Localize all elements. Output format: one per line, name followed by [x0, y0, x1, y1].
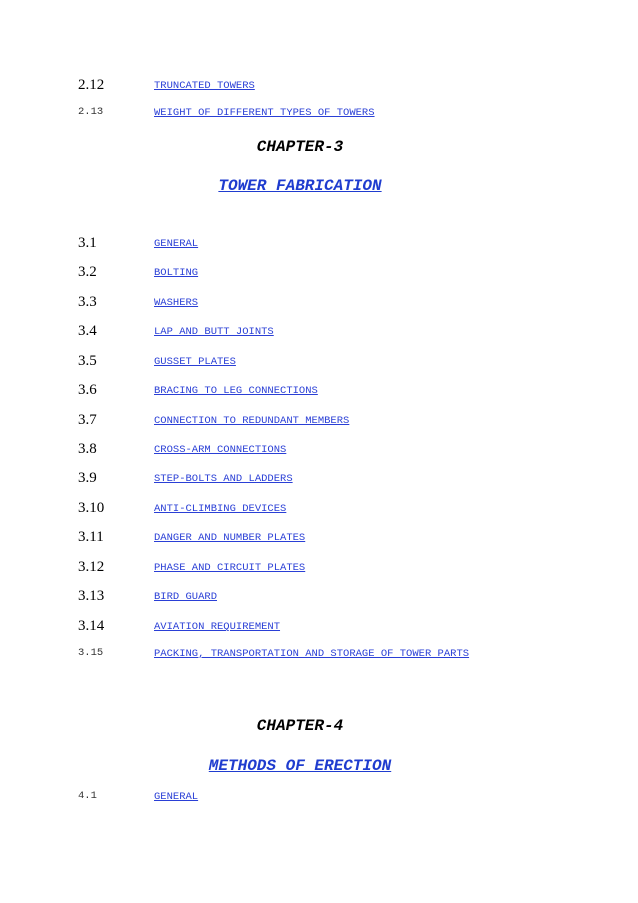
toc-link[interactable]: WEIGHT OF DIFFERENT TYPES OF TOWERS [154, 107, 375, 119]
toc-link[interactable]: PHASE AND CIRCUIT PLATES [154, 562, 306, 574]
section-number: 3.1 [78, 235, 97, 251]
chapter-label: CHAPTER-3 [256, 138, 344, 156]
toc-link[interactable]: ANTI-CLIMBING DEVICES [154, 503, 287, 515]
toc-link[interactable]: GENERAL [154, 791, 199, 803]
section-number: 3.4 [78, 323, 97, 339]
toc-link[interactable]: LAP AND BUTT JOINTS [154, 326, 274, 338]
toc-link[interactable]: CONNECTION TO REDUNDANT MEMBERS [154, 415, 350, 427]
section-number: 3.3 [78, 294, 97, 310]
toc-row [0, 353, 638, 373]
chapter-label: CHAPTER-4 [256, 717, 344, 735]
toc-row [0, 104, 638, 124]
section-number: 3.7 [78, 412, 97, 428]
section-number: 3.14 [78, 618, 105, 634]
toc-row [0, 235, 638, 255]
toc-row [0, 559, 638, 579]
toc-link[interactable]: TRUNCATED TOWERS [154, 80, 255, 92]
toc-row [0, 382, 638, 402]
toc-row [0, 323, 638, 343]
toc-link[interactable]: WASHERS [154, 297, 199, 309]
section-number: 3.11 [78, 529, 104, 545]
toc-row [0, 77, 638, 97]
toc-row [0, 529, 638, 549]
toc-row [0, 618, 638, 638]
section-number: 3.9 [78, 470, 97, 486]
toc-row [0, 294, 638, 314]
section-number: 3.8 [78, 441, 97, 457]
toc-row [0, 500, 638, 520]
section-number: 3.12 [78, 559, 105, 575]
toc-link[interactable]: BRACING TO LEG CONNECTIONS [154, 385, 318, 397]
toc-row [0, 588, 638, 608]
chapter-title-link[interactable]: TOWER FABRICATION [218, 177, 382, 195]
toc-link[interactable]: CROSS-ARM CONNECTIONS [154, 444, 287, 456]
section-number: 2.13 [78, 106, 104, 118]
section-number: 2.12 [78, 77, 105, 93]
section-number: 3.10 [78, 500, 105, 516]
section-number: 3.13 [78, 588, 105, 604]
toc-row [0, 441, 638, 461]
toc-link[interactable]: GENERAL [154, 238, 199, 250]
section-number: 4.1 [78, 790, 97, 802]
toc-link[interactable]: DANGER AND NUMBER PLATES [154, 532, 306, 544]
toc-link[interactable]: AVIATION REQUIREMENT [154, 621, 281, 633]
toc-link[interactable]: GUSSET PLATES [154, 356, 236, 368]
toc-row [0, 470, 638, 490]
toc-row [0, 788, 638, 808]
toc-row [0, 412, 638, 432]
toc-row [0, 645, 638, 665]
section-number: 3.5 [78, 353, 97, 369]
section-number: 3.6 [78, 382, 97, 398]
section-number: 3.2 [78, 264, 97, 280]
toc-row [0, 264, 638, 284]
toc-link[interactable]: BOLTING [154, 267, 199, 279]
toc-link[interactable]: BIRD GUARD [154, 591, 218, 603]
toc-link[interactable]: PACKING, TRANSPORTATION AND STORAGE OF TOWER PARTS [154, 648, 470, 660]
section-number: 3.15 [78, 647, 104, 659]
chapter-title-link[interactable]: METHODS OF ERECTION [208, 757, 392, 775]
toc-link[interactable]: STEP-BOLTS AND LADDERS [154, 473, 293, 485]
